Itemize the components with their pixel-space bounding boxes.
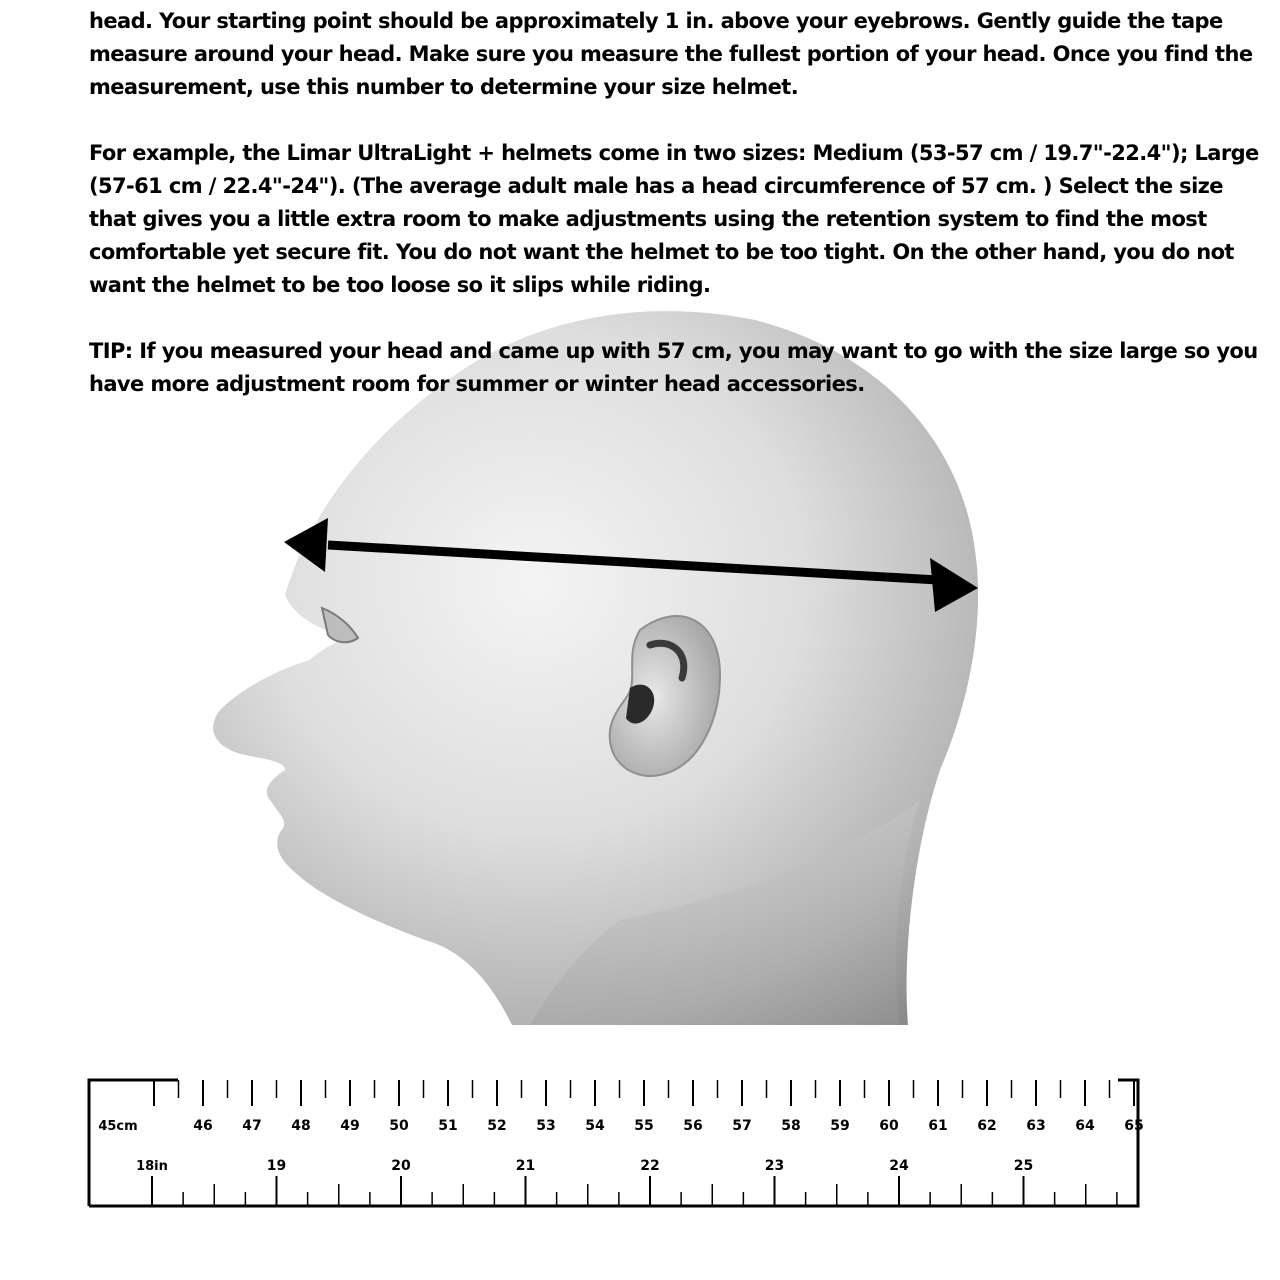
cm-label: 46 <box>193 1118 213 1134</box>
ruler-frame <box>89 1080 1138 1206</box>
cm-label: 53 <box>536 1118 556 1134</box>
inch-ticks <box>152 1176 1117 1206</box>
example-text: For example, the Limar UltraLight + helmets come in two sizes: Medium (53-57 cm / 19.7"-22.4"); Large (57-61 cm / 22.4"-24"). (The average adult male has a head circumference of 57 cm. ) Select the size that gives you a little extra room to make adjustments using the retention system to find the most comfortable yet secure fit. You do not want the helmet to be too tight. On the other hand, you do not want the helmet to be too loose so it slips while riding. <box>89 141 1259 297</box>
cm-label: 54 <box>585 1118 605 1134</box>
cm-label: 51 <box>438 1118 458 1134</box>
cm-labels <box>98 1118 1143 1134</box>
cm-label: 47 <box>242 1118 262 1134</box>
inch-label: 18in <box>136 1159 168 1174</box>
cm-label: 49 <box>340 1118 360 1134</box>
cm-label: 57 <box>732 1118 752 1134</box>
measuring-tape-ruler <box>88 1078 1144 1208</box>
intro-paragraph <box>89 5 1274 104</box>
inch-label: 25 <box>1013 1158 1034 1174</box>
tip-paragraph <box>89 335 1274 401</box>
cm-label: 56 <box>683 1118 703 1134</box>
inch-label: 24 <box>889 1158 909 1174</box>
inch-label: 23 <box>764 1158 785 1174</box>
intro-text: head. Your starting point should be approximately 1 in. above your eyebrows. Gently guide the tape measure around your head. Make sure you measure the fullest portion of your head. Once you find the measurement, use this number to determine your size helmet. <box>89 9 1253 99</box>
cm-label: 52 <box>487 1118 507 1134</box>
head-profile-icon <box>200 300 1000 1040</box>
inch-label: 19 <box>266 1158 287 1174</box>
cm-label: 64 <box>1075 1118 1095 1134</box>
cm-ticks <box>154 1080 1134 1106</box>
cm-label: 55 <box>634 1118 654 1134</box>
cm-label: 61 <box>928 1118 948 1134</box>
cm-label: 63 <box>1026 1118 1046 1134</box>
cm-label: 50 <box>389 1118 409 1134</box>
cm-label: 45cm <box>98 1119 138 1134</box>
cm-label: 62 <box>977 1118 997 1134</box>
tip-text: TIP: If you measured your head and came up with 57 cm, you may want to go with the size large so you have more adjustment room for summer or winter head accessories. <box>89 339 1258 396</box>
inch-labels <box>136 1158 1033 1174</box>
inch-label: 20 <box>391 1158 411 1174</box>
cm-label: 58 <box>781 1118 801 1134</box>
example-paragraph <box>89 137 1274 302</box>
cm-label: 48 <box>291 1118 311 1134</box>
cm-label: 60 <box>879 1118 899 1134</box>
inch-label: 22 <box>640 1158 660 1174</box>
cm-label: 59 <box>830 1118 850 1134</box>
cm-label: 65 <box>1124 1118 1144 1134</box>
inch-label: 21 <box>515 1158 536 1174</box>
head-silhouette <box>213 311 978 1025</box>
